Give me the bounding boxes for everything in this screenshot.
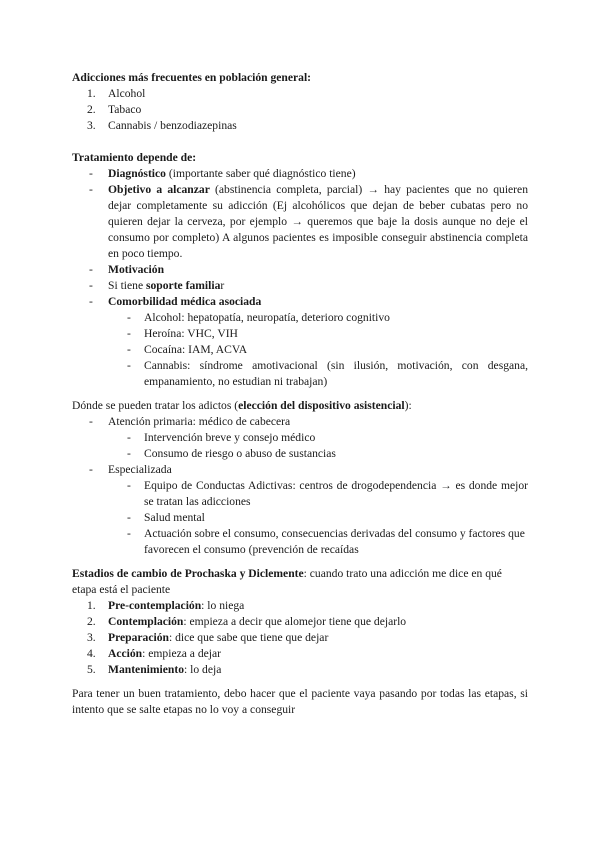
list-item: 5. Mantenimiento: lo deja: [87, 663, 222, 676]
list-item: - Cannabis: síndrome amotivacional (sin ilusión, motivación, con desgana, empanamiento, no estudian ni trabajan): [127, 359, 528, 388]
list-item: 3. Cannabis / benzodiazepinas: [87, 119, 237, 132]
list-item: - Cocaína: IAM, ACVA: [127, 343, 248, 356]
conclusion-paragraph: Para tener un buen tratamiento, debo hacer que el paciente vaya pasando por todas las etapas, si intento que se salte etapas no lo voy a conseguir: [72, 687, 528, 716]
list-item: 2. Contemplación: empieza a decir que alomejor tiene que dejarlo: [87, 615, 407, 628]
list-item: 1. Pre-contemplación: lo niega: [87, 599, 245, 612]
list-item: 1. Alcohol: [87, 87, 146, 100]
list-item: - Comorbilidad médica asociada: [89, 295, 262, 308]
treatment-heading: Tratamiento depende de:: [72, 151, 197, 164]
list-item: - Diagnóstico (importante saber qué diagnóstico tiene): [89, 167, 356, 180]
list-item: - Especializada: [89, 463, 172, 476]
list-item: - Heroína: VHC, VIH: [127, 327, 238, 340]
list-item: - Intervención breve y consejo médico: [127, 431, 316, 444]
list-item: 2. Tabaco: [87, 103, 142, 116]
list-item: 4. Acción: empieza a dejar: [87, 647, 221, 660]
list-item: 3. Preparación: dice que sabe que tiene que dejar: [87, 631, 329, 644]
addictions-heading: Adicciones más frecuentes en población general:: [72, 71, 312, 84]
list-item: - Equipo de Conductas Adictivas: centros de drogodependencia → es donde mejor se tratan las adicciones: [127, 479, 528, 508]
stages-intro: Estadios de cambio de Prochaska y Diclemente: cuando trato una adicción me dice en qué etapa está el paciente: [72, 567, 502, 596]
document-page: [72, 70, 528, 718]
list-item: - Objetivo a alcanzar (abstinencia completa, parcial) → hay pacientes que no quieren dejar completamente su adicción (Ej alcohólicos que dejan de beber cubatas pero no quieren dejar la cerveza, por ejemplo → queremos que baje la dosis aunque no deje el consumo por completo) A algunos pacientes es imposible conseguir abstinencia completa en poco tiempo.: [89, 183, 528, 260]
list-item: - Salud mental: [127, 511, 205, 524]
list-item: - Alcohol: hepatopatía, neuropatía, deterioro cognitivo: [127, 311, 390, 324]
list-item: - Si tiene soporte familiar: [89, 279, 225, 292]
list-item: - Consumo de riesgo o abuso de sustancias: [127, 447, 336, 460]
list-item: - Atención primaria: médico de cabecera: [89, 415, 291, 428]
where-intro: Dónde se pueden tratar los adictos (elección del dispositivo asistencial):: [72, 399, 412, 412]
list-item: - Motivación: [89, 263, 165, 276]
list-item: - Actuación sobre el consumo, consecuencias derivadas del consumo y factores que favorecen el consumo (prevención de recaídas: [127, 527, 525, 556]
